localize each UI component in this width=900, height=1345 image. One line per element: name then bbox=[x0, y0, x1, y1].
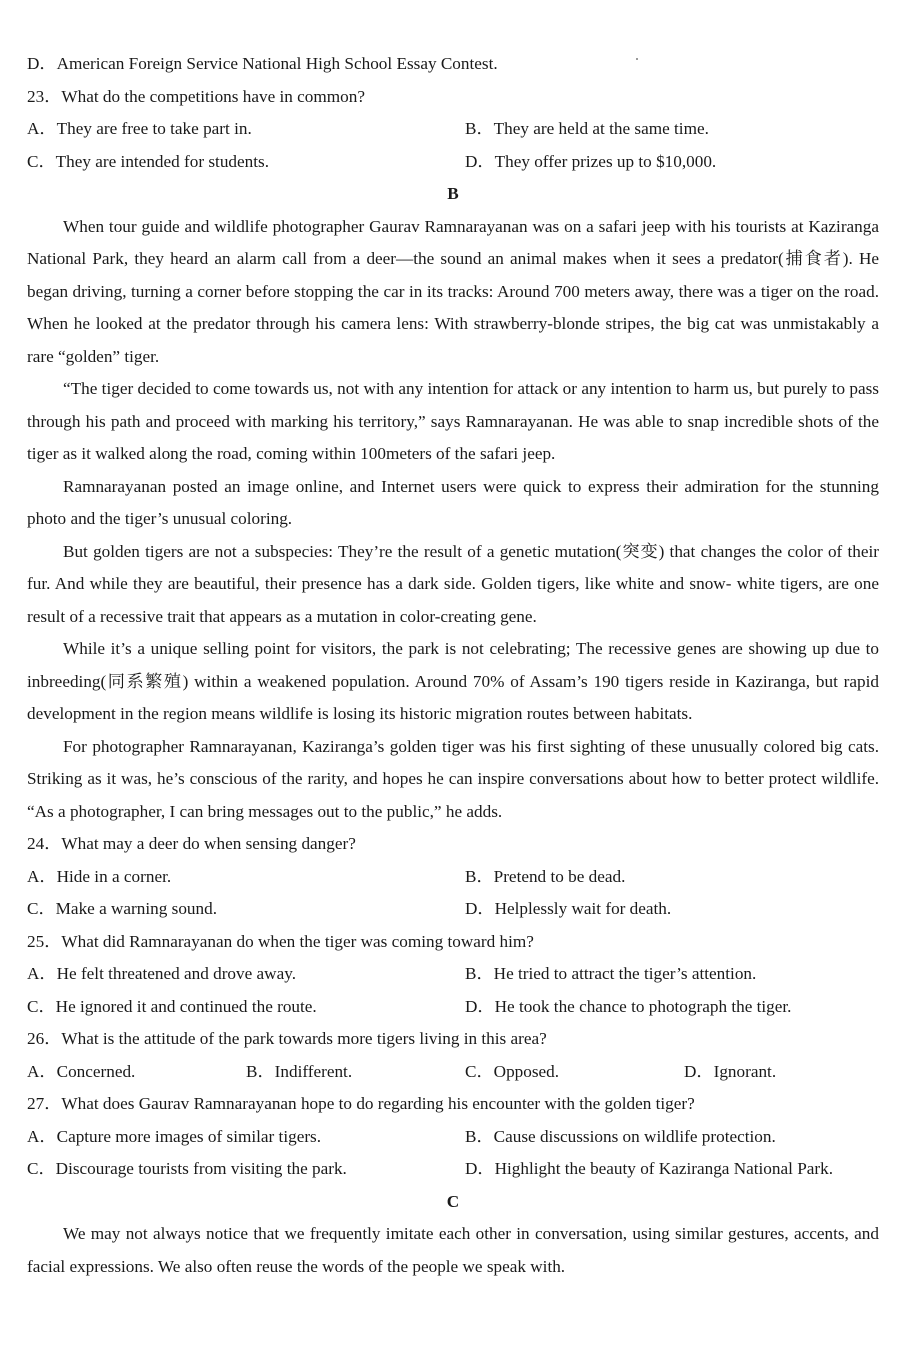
section-b-heading: B bbox=[447, 184, 459, 203]
q24-option-b: B．Pretend to be dead. bbox=[465, 866, 626, 886]
passage-b-paragraph-4: But golden tigers are not a subspecies: They’re the result of a genetic mutation(突变) that changes the color of their fur. And while they are beautiful, their presence has a dark side. Golden tigers, like white and snow- white tigers, are one result of a recessive trait that appears as a mutation in color-creating gene. bbox=[27, 541, 879, 626]
q26-option-d: D．Ignorant. bbox=[684, 1061, 777, 1081]
q23-option-d: D．They offer prizes up to $10,000. bbox=[465, 151, 717, 171]
q27-options-row-2 bbox=[27, 1153, 879, 1186]
q27-options-row-1 bbox=[27, 1121, 879, 1154]
q27-option-b: B．Cause discussions on wildlife protection. bbox=[465, 1126, 776, 1146]
q23-options-row-1 bbox=[27, 113, 879, 146]
q26-option-a: A．Concerned. bbox=[27, 1061, 136, 1081]
q27-option-d: D．Highlight the beauty of Kaziranga National Park. bbox=[465, 1159, 833, 1178]
q26-question: 26．What is the attitude of the park towards more tigers living in this area? bbox=[27, 1029, 547, 1048]
q22-option-d: D．American Foreign Service National High School Essay Contest. bbox=[27, 54, 498, 73]
section-c-heading: C bbox=[446, 1191, 460, 1211]
q23-option-c: C．They are intended for students. bbox=[27, 151, 269, 171]
passage-b-paragraph-5: While it’s a unique selling point for visitors, the park is not celebrating; The recessive genes are showing up due to inbreeding(同系繁殖) within a weakened population. Around 70% of Assam’s 190 tigers reside in Kaziranga, but rapid development in the region means wildlife is losing its historic migration routes between habitats. bbox=[27, 639, 879, 723]
q24-option-a: A．Hide in a corner. bbox=[27, 866, 172, 886]
q25-option-a: A．He felt threatened and drove away. bbox=[27, 964, 296, 983]
passage-b-paragraph-1: When tour guide and wildlife photographer Gaurav Ramnarayanan was on a safari jeep with his tourists at Kaziranga National Park, they heard an alarm call from a deer—the sound an animal makes when it sees a predator(捕食者). He began driving, turning a corner before stopping the car in its tracks: Around 700 meters away, there was a tiger on the road. When he looked at the predator through his camera lens: With strawberry-blonde stripes, the big cat was unmistakably a rare “golden” tiger. bbox=[27, 216, 879, 366]
passage-b-paragraph-2: “The tiger decided to come towards us, not with any intention for attack or any intention to harm us, but purely to pass through his path and proceed with marking his territory,” says Ramnarayanan. He was able to snap incredible shots of the tiger as it walked along the road, coming within 100meters of the safari jeep. bbox=[27, 379, 879, 463]
q23-options-row-2 bbox=[27, 146, 879, 179]
q25-option-c: C．He ignored it and continued the route. bbox=[27, 996, 317, 1016]
q27-option-c: C．Discourage tourists from visiting the park. bbox=[27, 1159, 347, 1178]
q25-option-b: B．He tried to attract the tiger’s attention. bbox=[465, 964, 757, 983]
passage-b-paragraph-6: For photographer Ramnarayanan, Kaziranga’s golden tiger was his first sighting of these unusually colored big cats. Striking as it was, he’s conscious of the rarity, and hopes he can inspire conversations about how to better protect wildlife. “As a photographer, I can bring messages out to the public,” he adds. bbox=[27, 736, 879, 821]
q25-options-row-2 bbox=[27, 991, 879, 1024]
q23-question: 23．What do the competitions have in common? bbox=[27, 86, 365, 106]
q26-options-row bbox=[27, 1056, 879, 1089]
q26-option-b: B．Indifferent. bbox=[246, 1061, 353, 1081]
q25-options-row-1 bbox=[27, 958, 879, 991]
q24-options-row-1 bbox=[27, 861, 879, 894]
q26-option-c: C．Opposed. bbox=[465, 1061, 560, 1081]
exam-page bbox=[27, 48, 879, 1283]
passage-c-paragraph-1: We may not always notice that we frequently imitate each other in conversation, using similar gestures, accents, and facial expressions. We also often reuse the words of the people we speak with. bbox=[27, 1224, 879, 1276]
passage-b-paragraph-3: Ramnarayanan posted an image online, and Internet users were quick to express their admiration for the stunning photo and the tiger’s unusual coloring. bbox=[27, 476, 879, 528]
q23-option-a: A．They are free to take part in. bbox=[27, 119, 252, 138]
q27-question: 27．What does Gaurav Ramnarayanan hope to do regarding his encounter with the golden tiger? bbox=[27, 1094, 695, 1113]
q25-question: 25．What did Ramnarayanan do when the tiger was coming toward him? bbox=[27, 931, 534, 951]
q27-option-a: A．Capture more images of similar tigers. bbox=[27, 1126, 322, 1146]
q24-question: 24．What may a deer do when sensing danger? bbox=[27, 834, 356, 853]
q24-option-d: D．Helplessly wait for death. bbox=[465, 899, 672, 918]
q23-option-b: B．They are held at the same time. bbox=[465, 119, 709, 138]
q24-options-row-2 bbox=[27, 893, 879, 926]
q25-option-d: D．He took the chance to photograph the tiger. bbox=[465, 996, 792, 1016]
q24-option-c: C．Make a warning sound. bbox=[27, 899, 217, 918]
